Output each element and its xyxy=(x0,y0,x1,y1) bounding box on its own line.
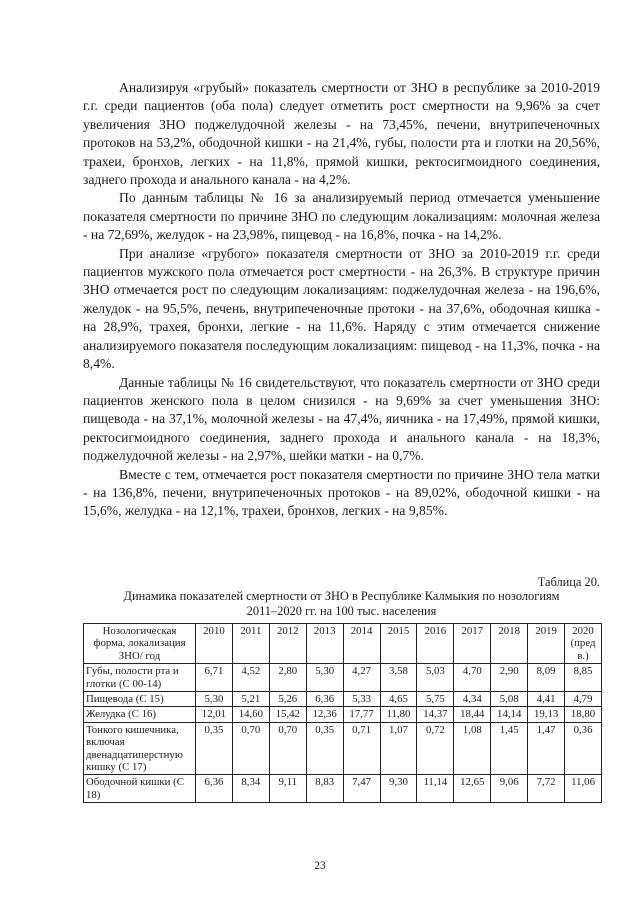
cell-value: 9,06 xyxy=(491,775,528,803)
paragraph: Данные таблицы № 16 свидетельствуют, что показатель смертности от ЗНО среди пациентов женского пола в целом снизился - на 9,69% за счет уменьшения ЗНО: пищевода - на 37,1%, молочной железы - на 47,4%, яичника - на 17,49%, прямой кишки, ректосигмоидного соединения, заднего прохода и анального канала - на 18,3%, поджелудочной железы - на 2,97%, шейки матки - на 0,7%. xyxy=(83,374,600,464)
cell-value: 4,27 xyxy=(343,664,380,692)
cell-value: 0,70 xyxy=(232,722,269,775)
cell-value: 4,52 xyxy=(232,664,269,692)
header-year: 2015 xyxy=(380,624,417,664)
cell-value: 6,71 xyxy=(196,664,233,692)
cell-value: 4,79 xyxy=(565,692,602,707)
cell-value: 5,03 xyxy=(417,664,454,692)
cell-value: 0,35 xyxy=(196,722,233,775)
cell-value: 7,72 xyxy=(528,775,565,803)
cell-value: 0,35 xyxy=(306,722,343,775)
cell-value: 2,80 xyxy=(269,664,306,692)
header-year: 2018 xyxy=(491,624,528,664)
mortality-table xyxy=(83,623,602,803)
table-row xyxy=(84,664,602,692)
row-form: Губы, полости рта и глотки (С 00-14) xyxy=(84,664,196,692)
header-year: 2011 xyxy=(232,624,269,664)
cell-value: 0,72 xyxy=(417,722,454,775)
cell-value: 14,60 xyxy=(232,707,269,722)
cell-value: 1,07 xyxy=(380,722,417,775)
header-form: Нозологическая форма, локализация ЗНО/ год xyxy=(84,624,196,664)
cell-value: 18,80 xyxy=(565,707,602,722)
cell-value: 4,65 xyxy=(380,692,417,707)
cell-value: 5,30 xyxy=(196,692,233,707)
header-year: 2012 xyxy=(269,624,306,664)
cell-value: 1,08 xyxy=(454,722,491,775)
cell-value: 18,44 xyxy=(454,707,491,722)
table-row xyxy=(84,707,602,722)
cell-value: 8,85 xyxy=(565,664,602,692)
paragraph: Вместе с тем, отмечается рост показателя смертности по причине ЗНО тела матки - на 136,8%, печени, внутрипеченочных протоков - на 89,02%, ободочной кишки - на 15,6%, желудка - на 12,1%, трахеи, бронхов, легких - на 9,85%. xyxy=(83,466,600,519)
cell-value: 8,83 xyxy=(306,775,343,803)
cell-value: 9,11 xyxy=(269,775,306,803)
cell-value: 5,33 xyxy=(343,692,380,707)
cell-value: 2,90 xyxy=(491,664,528,692)
cell-value: 0,71 xyxy=(343,722,380,775)
cell-value: 8,09 xyxy=(528,664,565,692)
table-title-line1: Динамика показателей смертности от ЗНО в Республике Калмыкия по нозологиям xyxy=(123,589,560,604)
header-year: 2014 xyxy=(343,624,380,664)
cell-value: 5,21 xyxy=(232,692,269,707)
cell-value: 5,30 xyxy=(306,664,343,692)
cell-value: 14,37 xyxy=(417,707,454,722)
cell-value: 1,47 xyxy=(528,722,565,775)
table-caption xyxy=(83,575,600,618)
cell-value: 4,70 xyxy=(454,664,491,692)
cell-value: 17,77 xyxy=(343,707,380,722)
table-row xyxy=(84,722,602,775)
page-number: 23 xyxy=(314,860,326,872)
paragraph: Анализируя «грубый» показатель смертности от ЗНО в республике за 2010-2019 г.г. среди пациентов (оба пола) следует отметить рост смертности на 9,96% за счет увеличения ЗНО поджелудочной железы - на 73,45%, печени, внутрипеченочных протоков на 53,2%, ободочной кишки - на 21,4%, губы, полости рта и глотки на 20,56%, трахеи, бронхов, легких - на 11,8%, прямой кишки, ректосигмоидного соединения, заднего прохода и анального канала - на 4,2%. xyxy=(83,80,600,188)
cell-value: 0,36 xyxy=(565,722,602,775)
cell-value: 6,36 xyxy=(306,692,343,707)
cell-value: 11,06 xyxy=(565,775,602,803)
cell-value: 5,26 xyxy=(269,692,306,707)
cell-value: 7,47 xyxy=(343,775,380,803)
cell-value: 19,13 xyxy=(528,707,565,722)
cell-value: 12,65 xyxy=(454,775,491,803)
cell-value: 5,08 xyxy=(491,692,528,707)
table-header-row xyxy=(84,624,602,664)
cell-value: 12,36 xyxy=(306,707,343,722)
header-year: 2010 xyxy=(196,624,233,664)
row-form: Тонкого кишечника, включая двенадцатиперстную кишку (С 17) xyxy=(84,722,196,775)
cell-value: 6,36 xyxy=(196,775,233,803)
header-year: 2016 xyxy=(417,624,454,664)
table-row xyxy=(84,775,602,803)
header-year: 2013 xyxy=(306,624,343,664)
cell-value: 8,34 xyxy=(232,775,269,803)
paragraph: При анализе «грубого» показателя смертности от ЗНО за 2010-2019 г.г. среди пациентов мужского пола отмечается рост смертности - на 26,3%. В структуре причин ЗНО отмечается рост по следующим локализациям: поджелудочная железа - на 196,6%, желудок - на 95,5%, печень, внутрипеченочные протоки - на 37,6%, ободочная кишка - на 28,9%, трахея, бронхи, легкие - на 11,6%. Наряду с этим отмечается снижение анализируемого показателя последующим локализациям: пищевод - на 11,3%, почка - на 8,4%. xyxy=(83,245,600,372)
cell-value: 11,14 xyxy=(417,775,454,803)
cell-value: 5,75 xyxy=(417,692,454,707)
cell-value: 14,14 xyxy=(491,707,528,722)
row-form: Ободочной кишки (С 18) xyxy=(84,775,196,803)
cell-value: 1,45 xyxy=(491,722,528,775)
cell-value: 12,01 xyxy=(196,707,233,722)
cell-value: 4,34 xyxy=(454,692,491,707)
header-year: 2020 (пред в.) xyxy=(565,624,602,664)
table-row xyxy=(84,692,602,707)
cell-value: 11,80 xyxy=(380,707,417,722)
cell-value: 3,58 xyxy=(380,664,417,692)
header-year: 2019 xyxy=(528,624,565,664)
row-form: Пищевода (С 15) xyxy=(84,692,196,707)
cell-value: 4,41 xyxy=(528,692,565,707)
cell-value: 0,70 xyxy=(269,722,306,775)
row-form: Желудка (С 16) xyxy=(84,707,196,722)
table-title-line2: 2011–2020 гг. на 100 тыс. населения xyxy=(246,603,437,618)
body-text xyxy=(83,79,600,521)
header-year: 2017 xyxy=(454,624,491,664)
cell-value: 9,30 xyxy=(380,775,417,803)
paragraph: По данным таблицы № 16 за анализируемый период отмечается уменьшение показателя смертности по причине ЗНО по следующим локализациям: молочная железа - на 72,69%, желудок - на 23,98%, пищевод - на 16,8%, почка - на 14,2%. xyxy=(83,190,600,243)
table-label: Таблица 20. xyxy=(537,575,600,589)
cell-value: 15,42 xyxy=(269,707,306,722)
